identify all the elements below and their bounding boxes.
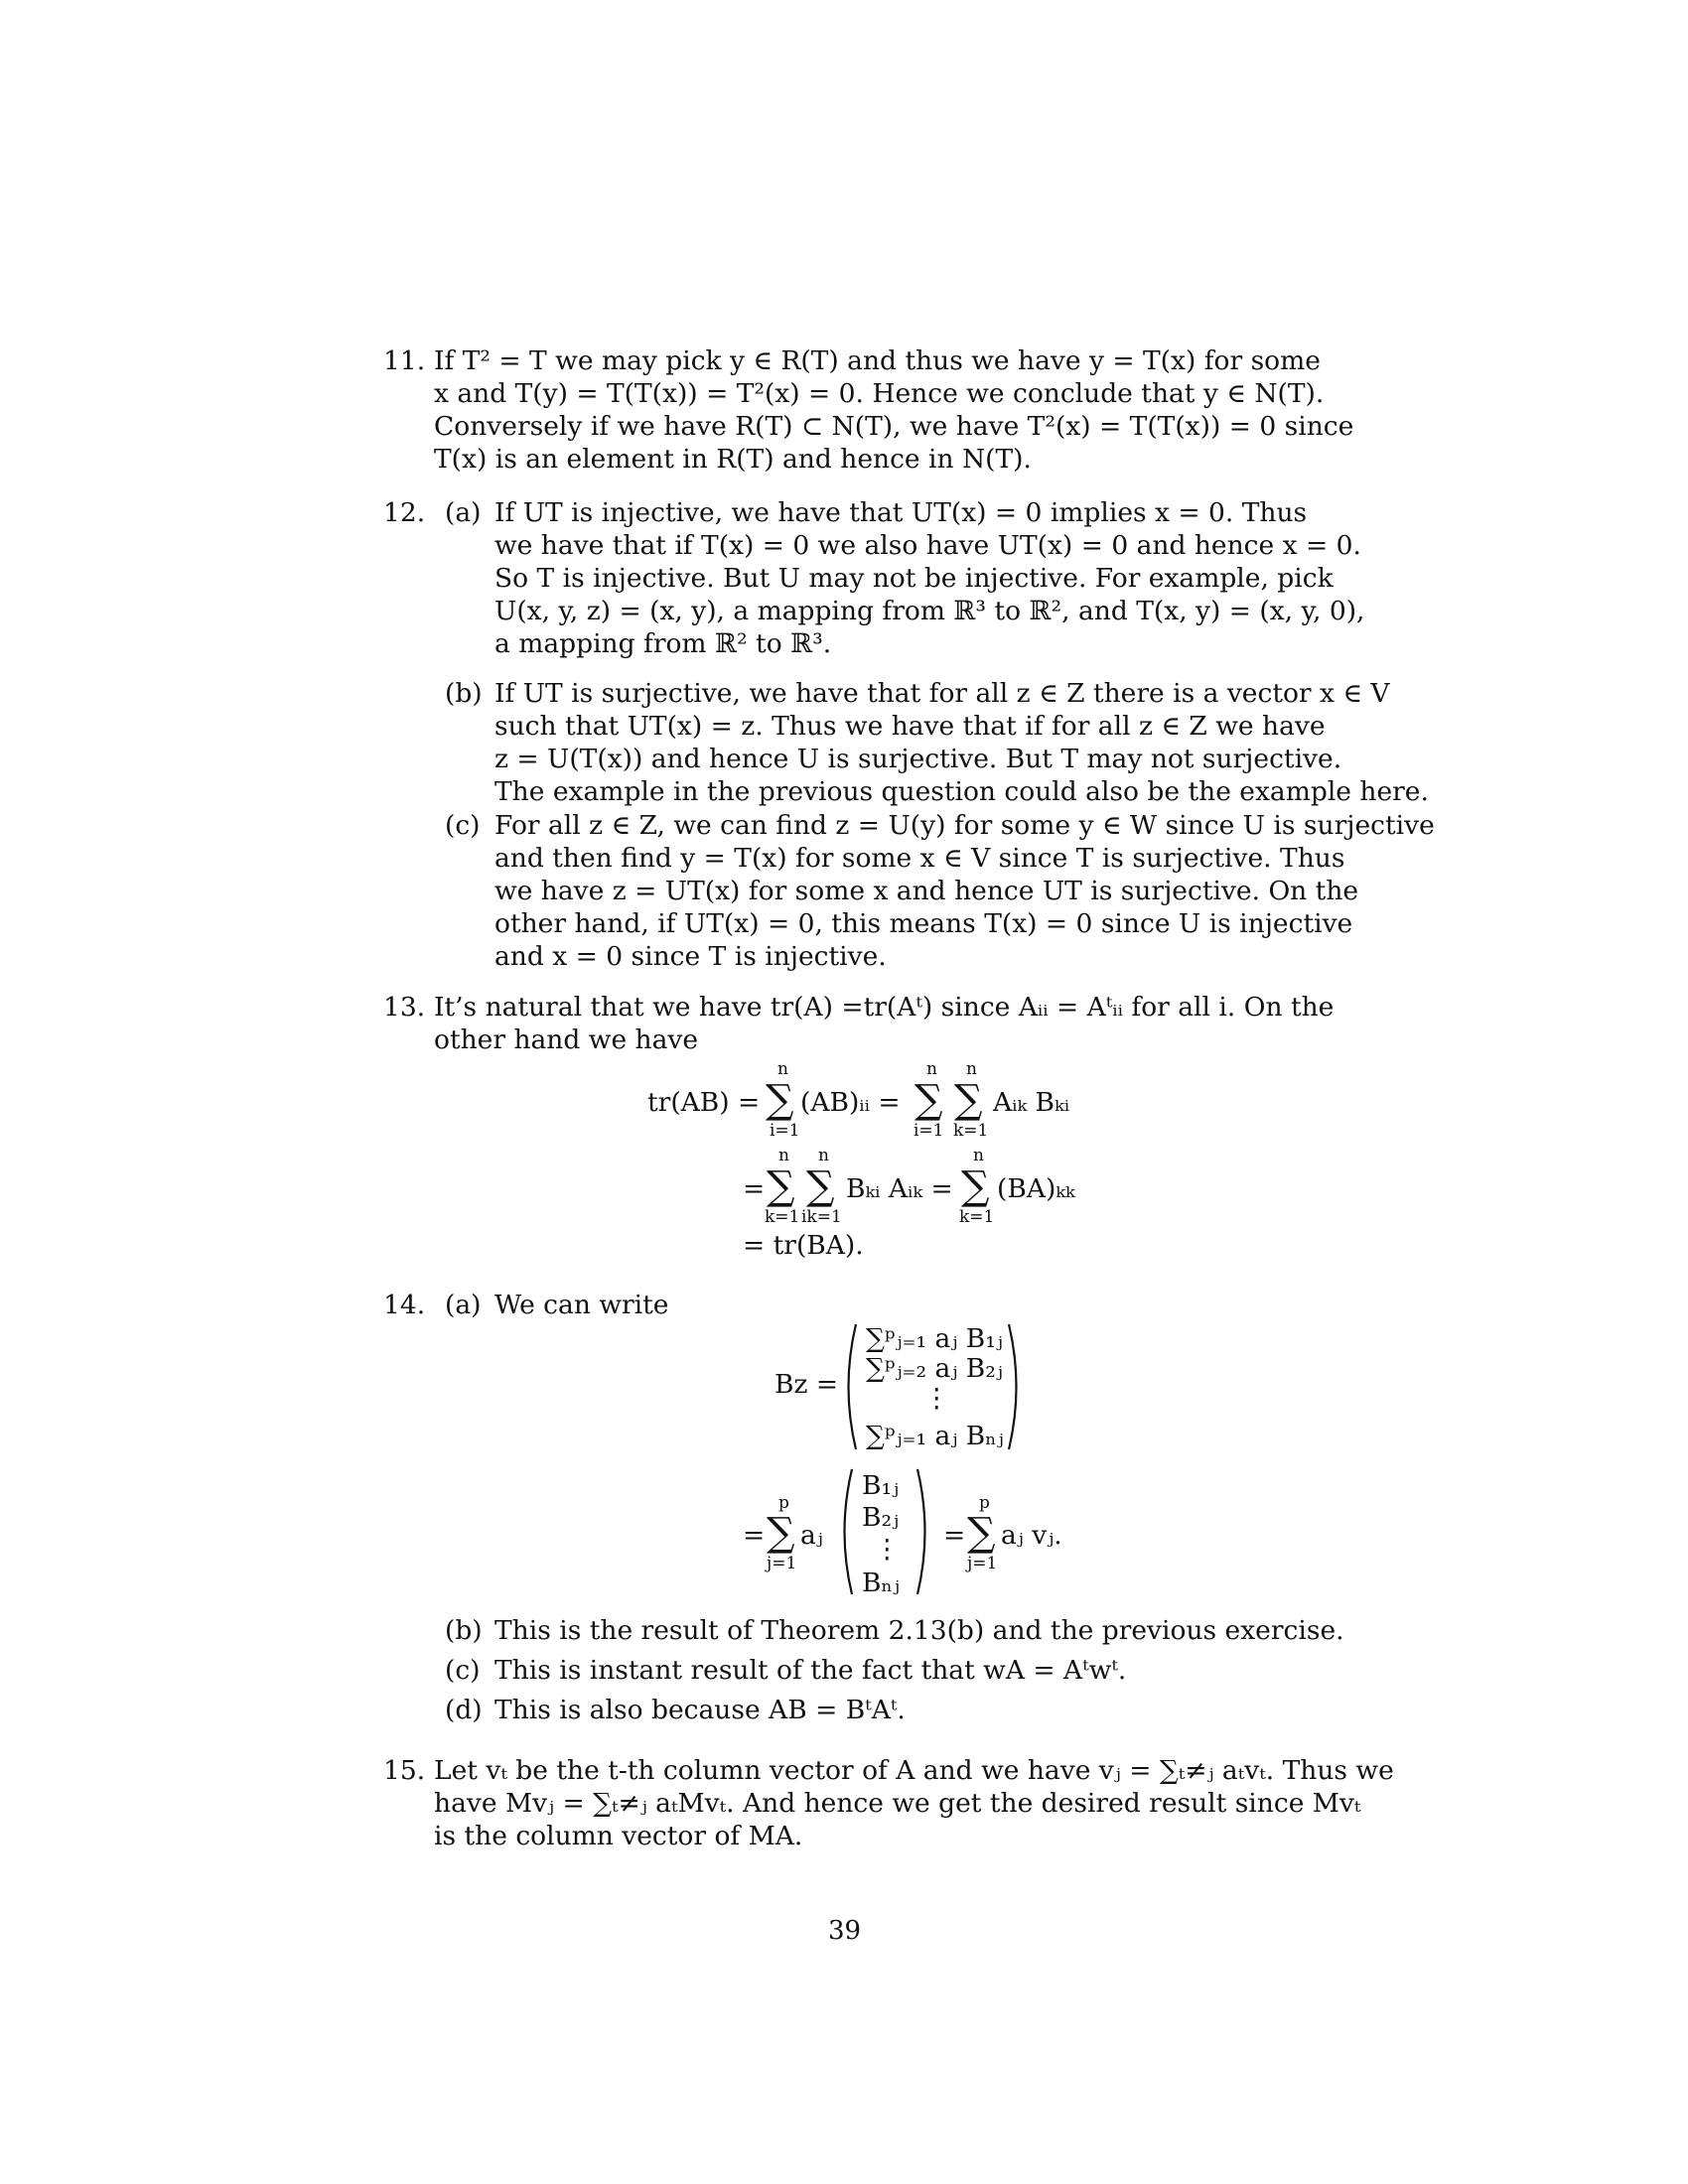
left-paren <box>838 1322 860 1451</box>
bz-lhs: Bz = <box>774 1369 839 1400</box>
sub-label: (b) <box>445 1615 483 1646</box>
sum-upper-limit: n <box>973 1146 984 1165</box>
text-line: other hand we have <box>434 1024 699 1055</box>
eq2-rhs: aⱼ vⱼ. <box>1001 1520 1062 1551</box>
right-paren <box>914 1467 935 1596</box>
sub-label: (c) <box>445 810 481 841</box>
text-line: we have z = UT(x) for some x and hence UT is surjective. On the <box>494 876 1359 906</box>
trace-eq-row3: = tr(BA). <box>743 1230 864 1261</box>
text-line: a mapping from ℝ² to ℝ³. <box>494 628 832 659</box>
sum-lower-limit: j=1 <box>767 1554 797 1573</box>
sum-lower-limit: j=1 <box>967 1554 998 1573</box>
item-14-number: 14. <box>383 1290 426 1320</box>
vector-entry: ⋮ <box>923 1383 950 1414</box>
sum-upper-limit: n <box>818 1146 829 1165</box>
sum-upper-limit: n <box>778 1146 789 1165</box>
trace-eq-row2-rhs: (BA)ₖₖ <box>997 1173 1075 1204</box>
vector-entry: B₂ⱼ <box>862 1502 900 1533</box>
text-line: and then find y = T(x) for some x ∈ V since T is surjective. Thus <box>494 843 1345 874</box>
vector-entry: ∑ᵖⱼ₌₁ aⱼ B₁ⱼ <box>866 1323 1003 1354</box>
text-line: z = U(T(x)) and hence U is surjective. But T may not surjective. <box>494 744 1342 774</box>
sum-upper-limit: n <box>777 1059 788 1079</box>
vector-entry: ∑ᵖⱼ₌₂ aⱼ B₂ⱼ <box>866 1353 1003 1384</box>
text-line: is the column vector of MA. <box>434 1821 803 1851</box>
text-line: We can write <box>494 1290 669 1320</box>
sum-lower-limit: k=1 <box>765 1207 800 1227</box>
item-12-number: 12. <box>383 497 426 528</box>
sub-label: (b) <box>445 678 483 709</box>
eq-sign: = <box>743 1520 766 1551</box>
sum-symbol: ∑ <box>914 1077 943 1123</box>
vector-entry: ∑ᵖⱼ₌₁ aⱼ Bₙⱼ <box>866 1421 1004 1451</box>
item-15-text <box>434 1754 1394 1852</box>
sum-lower-limit: ik=1 <box>801 1207 842 1227</box>
text-line: Conversely if we have R(T) ⊂ N(T), we have T²(x) = T(T(x)) = 0 since <box>434 411 1354 442</box>
vector-entry: B₁ⱼ <box>862 1470 900 1501</box>
item-15-number: 15. <box>383 1755 426 1786</box>
item-13-number: 13. <box>383 992 426 1023</box>
sum-symbol: ∑ <box>961 1163 990 1209</box>
text-line: This is also because AB = BᵗAᵗ. <box>494 1695 906 1725</box>
sum-symbol: ∑ <box>767 1163 795 1209</box>
text-line: So T is injective. But U may not be injective. For example, pick <box>494 563 1334 594</box>
sum-upper-limit: p <box>778 1493 789 1513</box>
right-paren <box>1005 1322 1027 1451</box>
trace-eq-lhs: tr(AB) = <box>647 1087 761 1118</box>
trace-eq-mid: (AB)ᵢᵢ = <box>800 1087 901 1118</box>
text-line: and x = 0 since T is injective. <box>494 941 887 972</box>
coef-aj: aⱼ <box>800 1520 823 1551</box>
item-11-number: 11. <box>383 345 426 376</box>
page-number: 39 <box>828 1916 862 1946</box>
sum-upper-limit: n <box>926 1059 937 1079</box>
sum-lower-limit: k=1 <box>953 1121 989 1141</box>
sub-label: (a) <box>445 1290 482 1320</box>
text-line: Let vₜ be the t-th column vector of A and we have vⱼ = ∑ₜ≠ⱼ aₜvₜ. Thus we <box>434 1755 1394 1786</box>
sum-lower-limit: i=1 <box>770 1121 800 1141</box>
sum-lower-limit: i=1 <box>914 1121 944 1141</box>
text-line: For all z ∈ Z, we can find z = U(y) for some y ∈ W since U is surjective <box>494 810 1435 841</box>
sub-label: (a) <box>445 497 482 528</box>
trace-eq-rhs: Aᵢₖ Bₖᵢ <box>993 1087 1070 1118</box>
sum-upper-limit: p <box>979 1493 990 1513</box>
text-line: T(x) is an element in R(T) and hence in N(T). <box>434 444 1032 475</box>
eq-sign: = <box>943 1520 966 1551</box>
text-line: we have that if T(x) = 0 we also have UT(x) = 0 and hence x = 0. <box>494 530 1361 561</box>
item-13-text <box>434 991 1335 1056</box>
text-line: have Mvⱼ = ∑ₜ≠ⱼ aₜMvₜ. And hence we get the desired result since Mvₜ <box>434 1788 1361 1819</box>
sum-symbol: ∑ <box>766 1077 794 1123</box>
left-paren <box>834 1467 856 1596</box>
text-line: x and T(y) = T(T(x)) = T²(x) = 0. Hence we conclude that y ∈ N(T). <box>434 378 1325 409</box>
text-line: This is instant result of the fact that wA = Aᵗwᵗ. <box>494 1655 1127 1686</box>
sum-upper-limit: n <box>966 1059 977 1079</box>
sum-symbol: ∑ <box>806 1163 835 1209</box>
sub-label: (d) <box>445 1695 483 1725</box>
trace-eq-row2-mid: Bₖᵢ Aᵢₖ = <box>846 1173 953 1204</box>
eq-sign: = <box>743 1173 766 1204</box>
vector-entry: ⋮ <box>874 1534 901 1565</box>
text-line: It’s natural that we have tr(A) =tr(Aᵗ) since Aᵢᵢ = Aᵗᵢᵢ for all i. On the <box>434 992 1335 1023</box>
item-11-text <box>434 344 1354 476</box>
text-line: If UT is surjective, we have that for all z ∈ Z there is a vector x ∈ V <box>494 678 1390 709</box>
text-line: other hand, if UT(x) = 0, this means T(x) = 0 since U is injective <box>494 908 1353 939</box>
text-line: If T² = T we may pick y ∈ R(T) and thus we have y = T(x) for some <box>434 345 1321 376</box>
sum-symbol: ∑ <box>767 1510 795 1556</box>
text-line: such that UT(x) = z. Thus we have that if for all z ∈ Z we have <box>494 711 1326 742</box>
text-line: The example in the previous question could also be the example here. <box>494 776 1429 807</box>
text-line: U(x, y, z) = (x, y), a mapping from ℝ³ to ℝ², and T(x, y) = (x, y, 0), <box>494 596 1365 626</box>
sub-label: (c) <box>445 1655 481 1686</box>
sum-symbol: ∑ <box>954 1077 983 1123</box>
sum-lower-limit: k=1 <box>959 1207 995 1227</box>
text-line: If UT is injective, we have that UT(x) = 0 implies x = 0. Thus <box>494 497 1308 528</box>
vector-entry: Bₙⱼ <box>862 1568 900 1598</box>
sum-symbol: ∑ <box>967 1510 996 1556</box>
text-line: This is the result of Theorem 2.13(b) and the previous exercise. <box>494 1615 1344 1646</box>
